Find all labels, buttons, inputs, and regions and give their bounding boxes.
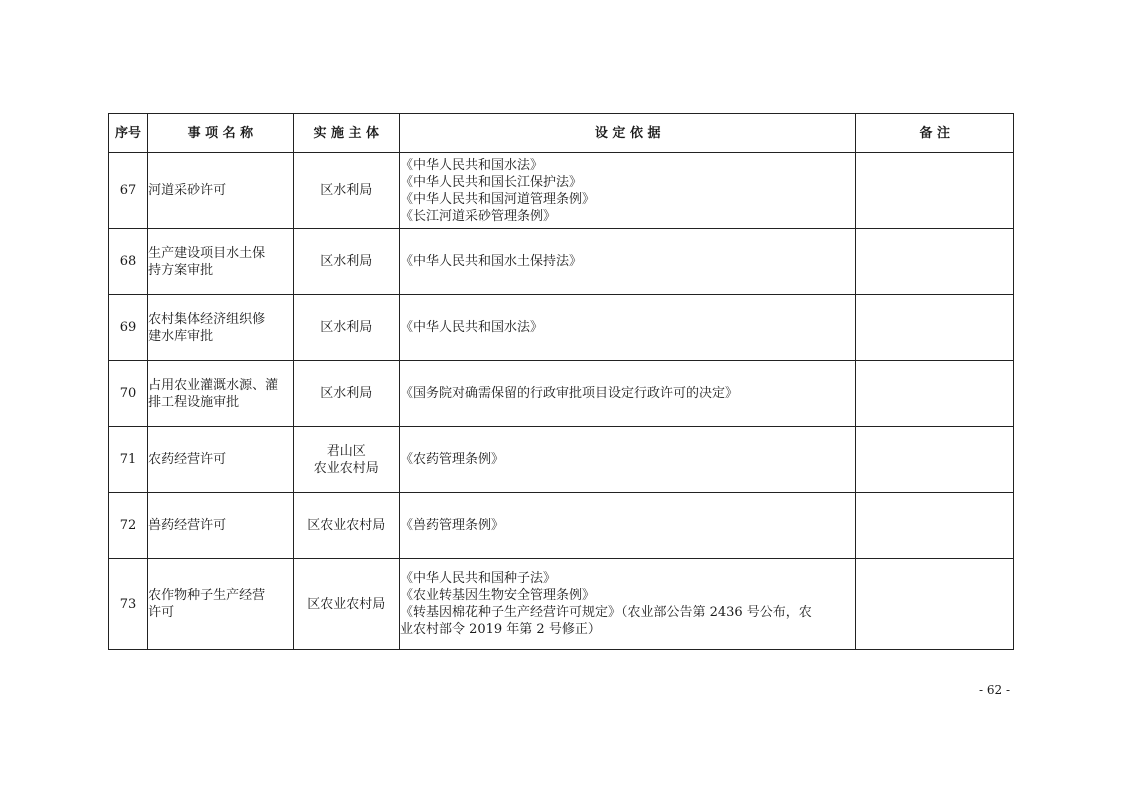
item-name-line: 兽药经营许可 xyxy=(148,518,227,533)
body-line: 区水利局 xyxy=(320,320,373,335)
header-remarks: 备 注 xyxy=(856,114,1014,153)
row-seq: 71 xyxy=(109,427,148,493)
body-line: 区水利局 xyxy=(320,183,373,198)
row-seq: 68 xyxy=(109,229,148,295)
header-item-name: 事 项 名 称 xyxy=(148,114,293,153)
body-line: 君山区 xyxy=(326,443,366,459)
header-implementing-body: 实 施 主 体 xyxy=(293,114,399,153)
row-legal-basis xyxy=(399,361,856,427)
basis-line: 《中华人民共和国水法》 xyxy=(399,157,543,173)
body-line: 区农业农村局 xyxy=(307,596,386,612)
item-name-line: 农村集体经济组织修 xyxy=(148,311,266,327)
header-legal-basis: 设 定 依 据 xyxy=(399,114,856,153)
row-implementing-body xyxy=(293,153,399,229)
item-name-line: 占用农业灌溉水源、灌 xyxy=(148,377,279,393)
table-row xyxy=(109,295,1014,361)
row-remarks xyxy=(856,229,1014,295)
table-row xyxy=(109,427,1014,493)
basis-line: 《中华人民共和国水法》 xyxy=(399,320,543,335)
row-seq: 67 xyxy=(109,153,148,229)
basis-line: 《中华人民共和国水土保持法》 xyxy=(399,254,582,269)
row-item-name xyxy=(148,295,293,361)
row-legal-basis xyxy=(399,427,856,493)
row-item-name xyxy=(148,427,293,493)
item-name-line: 农作物种子生产经营 xyxy=(148,588,266,603)
row-item-name xyxy=(148,559,293,650)
row-seq: 69 xyxy=(109,295,148,361)
basis-line: 《中华人民共和国种子法》 xyxy=(399,571,556,586)
table-body xyxy=(109,153,1014,650)
row-item-name xyxy=(148,229,293,295)
row-legal-basis xyxy=(399,153,856,229)
row-seq: 72 xyxy=(109,493,148,559)
row-remarks xyxy=(856,153,1014,229)
basis-line: 《中华人民共和国长江保护法》 xyxy=(399,174,582,190)
row-remarks xyxy=(856,361,1014,427)
table-row xyxy=(109,361,1014,427)
item-name-line: 生产建设项目水土保 xyxy=(148,245,266,261)
basis-line: 《国务院对确需保留的行政审批项目设定行政许可的决定》 xyxy=(399,386,738,401)
item-name-line: 持方案审批 xyxy=(148,262,214,278)
row-legal-basis xyxy=(399,493,856,559)
basis-line: 《农药管理条例》 xyxy=(399,452,504,467)
body-line: 区水利局 xyxy=(320,386,373,401)
row-remarks xyxy=(856,427,1014,493)
row-remarks xyxy=(856,559,1014,650)
row-implementing-body xyxy=(293,559,399,650)
row-implementing-body xyxy=(293,295,399,361)
body-line: 区农业农村局 xyxy=(307,518,386,533)
table-row xyxy=(109,229,1014,295)
row-remarks xyxy=(856,493,1014,559)
basis-line: 《转基因棉花种子生产经营许可规定》（农业部公告第 2436 号公布，农 xyxy=(399,605,812,620)
row-legal-basis xyxy=(399,559,856,650)
table-row xyxy=(109,153,1014,229)
row-item-name xyxy=(148,493,293,559)
approval-items-table xyxy=(108,113,1014,650)
row-implementing-body xyxy=(293,427,399,493)
row-implementing-body xyxy=(293,493,399,559)
table-row xyxy=(109,493,1014,559)
item-name-line: 许可 xyxy=(148,605,175,620)
body-line: 农业农村局 xyxy=(313,460,379,476)
page-number: - 62 - xyxy=(978,683,1010,697)
basis-line: 《长江河道采砂管理条例》 xyxy=(399,208,556,224)
table-header-row xyxy=(109,114,1014,153)
row-seq: 73 xyxy=(109,559,148,650)
row-item-name xyxy=(148,361,293,427)
item-name-line: 建水库审批 xyxy=(148,328,214,344)
basis-line: 《农业转基因生物安全管理条例》 xyxy=(399,588,595,603)
basis-line: 业农村部令 2019 年第 2 号修正） xyxy=(399,622,601,637)
row-implementing-body xyxy=(293,229,399,295)
item-name-line: 排工程设施审批 xyxy=(148,394,240,410)
table-row xyxy=(109,559,1014,650)
row-legal-basis xyxy=(399,229,856,295)
row-item-name xyxy=(148,153,293,229)
body-line: 区水利局 xyxy=(320,254,373,269)
row-legal-basis xyxy=(399,295,856,361)
row-remarks xyxy=(856,295,1014,361)
header-seq: 序号 xyxy=(109,114,148,153)
basis-line: 《中华人民共和国河道管理条例》 xyxy=(399,191,595,207)
item-name-line: 河道采砂许可 xyxy=(148,183,227,198)
row-seq: 70 xyxy=(109,361,148,427)
row-implementing-body xyxy=(293,361,399,427)
item-name-line: 农药经营许可 xyxy=(148,452,227,467)
basis-line: 《兽药管理条例》 xyxy=(399,518,504,533)
